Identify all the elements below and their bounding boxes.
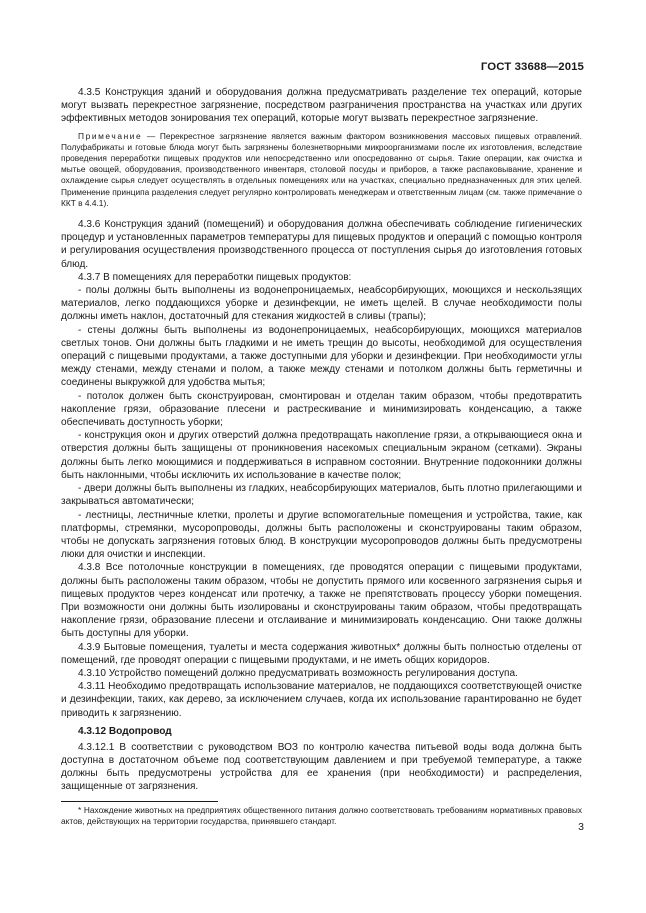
list-item-ceiling: - потолок должен быть сконструирован, смонтирован и отделан таким образом, чтобы предотвратить накопление грязи, образование плесени и растрескивание и минимизировать конденсацию, а также обеспечивать доступность уборки; — [61, 390, 582, 429]
document-body — [61, 86, 582, 827]
list-item-stairs: - лестницы, лестничные клетки, пролеты и другие вспомогательные помещения и устройства, такие, как платформы, стремянки, мусоропроводы, должны быть расположены и сконструированы таким образом, чтобы не допускать загрязнения готовых блюд. В конструкции мусоропроводов должны быть предусмотрены люки для очистки и инспекции. — [61, 509, 582, 561]
list-item-windows: - конструкция окон и других отверстий должна предотвращать накопление грязи, а открывающиеся окна и отверстия должны быть защищены от проникновения насекомых специальным экраном (сетками). Экраны должны быть легко моющимися и поддерживаться в исправном состоянии. Внутренние подоконники должны быть наклонными, чтобы исключить их использование в качестве полок; — [61, 430, 582, 481]
list-item-doors: - двери должны быть выполнены из гладких, неабсорбирующих материалов, быть плотно прилегающими и закрываться автоматически; — [61, 483, 582, 508]
section-heading-4-3-12: 4.3.12 Водопровод — [78, 725, 172, 737]
footnote-divider — [61, 801, 218, 802]
paragraph-4-3-11: 4.3.11 Необходимо предотвращать использование материалов, не поддающихся соответствующей очистке и дезинфекции, таких, как дерево, за исключением случаев, когда их использование гарантированно не будет приводить к загрязнению. — [61, 681, 582, 719]
footnote: * Нахождение животных на предприятиях общественного питания должно соответствовать требованиям нормативных правовых актов, действующих на территории государства, принявшего стандарт. — [61, 804, 582, 826]
page-number: 3 — [578, 821, 584, 833]
list-item-walls: - стены должны быть выполнены из водонепроницаемых, неабсорбирующих, моющихся материалов светлых тонов. Они должны быть гладкими и не иметь трещин до высоты, необходимой для осуществления операций с пищевыми продуктами, а также доступными для уборки и дезинфекции. При необходимости углы между стенами, между стенами и полом, а также между стенами и потолком должны быть герметичны и соединены выкружкой для удобства мытья; — [61, 324, 582, 389]
note-text: — Перекрестное загрязнение является важным фактором возникновения массовых пищевых отравлений. Полуфабрикаты и готовые блюда могут быть загрязнены болезнетворными микроорганизмами после их изготовления, вследствие проведения переработки пищевых продуктов или непосредственно или опосредованно от сырья. Такие операции, как очистка и мытье овощей, оборудования, производственного инвентаря, столовой посуды и приборов, а также распаковывание, хранение и охлаждение сырья следует осуществлять в отдельных помещениях или на участках, специально предназначенных для этих целей. Применение принципа разделения следует регулярно контролировать менеджерам и ответственным лицам (см. также примечание о ККТ в 4.4.1). — [61, 130, 582, 208]
note-label: Примечание — [78, 130, 143, 141]
paragraph-4-3-7: 4.3.7 В помещениях для переработки пищевых продуктов: — [78, 271, 352, 283]
document-header: ГОСТ 33688—2015 — [480, 61, 584, 73]
paragraph-4-3-12-1: 4.3.12.1 В соответствии с руководством ВОЗ по контролю качества питьевой воды вода должна быть доступна в достаточном объеме под соответствующим давлением и при требуемой температуре, а также должны быть предусмотрены устройства для ее хранения (при необходимости) и распределения, защищенные от загрязнения. — [61, 741, 582, 793]
paragraph-4-3-9: 4.3.9 Бытовые помещения, туалеты и места содержания животных* должны быть полностью отделены от помещений, где проводят операции с пищевыми продуктами, и не иметь общих коридоров. — [61, 641, 582, 666]
paragraph-4-3-8: 4.3.8 Все потолочные конструкции в помещениях, где проводятся операции с пищевыми продуктами, должны быть расположены таким образом, чтобы не допустить прямого или косвенного загрязнения сырья и пищевых продуктов через конденсат или протечку, а также не препятствовать процессу уборки помещения. При возможности они должны быть изолированы и сконструированы таким образом, чтобы предотвращать накопление грязи, образование плесени и отслаивание и минимизировать конденсацию. Они также должны быть доступны для уборки. — [61, 562, 582, 640]
paragraph-4-3-5: 4.3.5 Конструкция зданий и оборудования должна предусматривать разделение тех операций, которые могут вызвать перекрестное загрязнение, посредством разграничения пространства на участках или других эффективных методов зонирования тех операций, которые могут вызвать перекрестное загрязнение. — [61, 87, 582, 125]
list-item-floors: - полы должны быть выполнены из водонепроницаемых, неабсорбирующих, моющихся и нескользящих материалов, легко поддающихся уборке и дезинфекции, не иметь щелей. В случае необходимости полы должны иметь наклон, достаточный для стекания жидкостей в сливы (трапы); — [61, 285, 582, 323]
note-paragraph — [61, 131, 582, 209]
paragraph-4-3-6: 4.3.6 Конструкция зданий (помещений) и оборудования должна обеспечивать соблюдение гигиенических процедур и установленных параметров температуры для пищевых продуктов и операций с помощью контроля и регулирования осуществления производственного процесса от поступления сырья до изготовления готовых блюд. — [61, 219, 582, 270]
paragraph-4-3-10: 4.3.10 Устройство помещений должно предусматривать возможность регулирования доступа. — [78, 667, 518, 679]
